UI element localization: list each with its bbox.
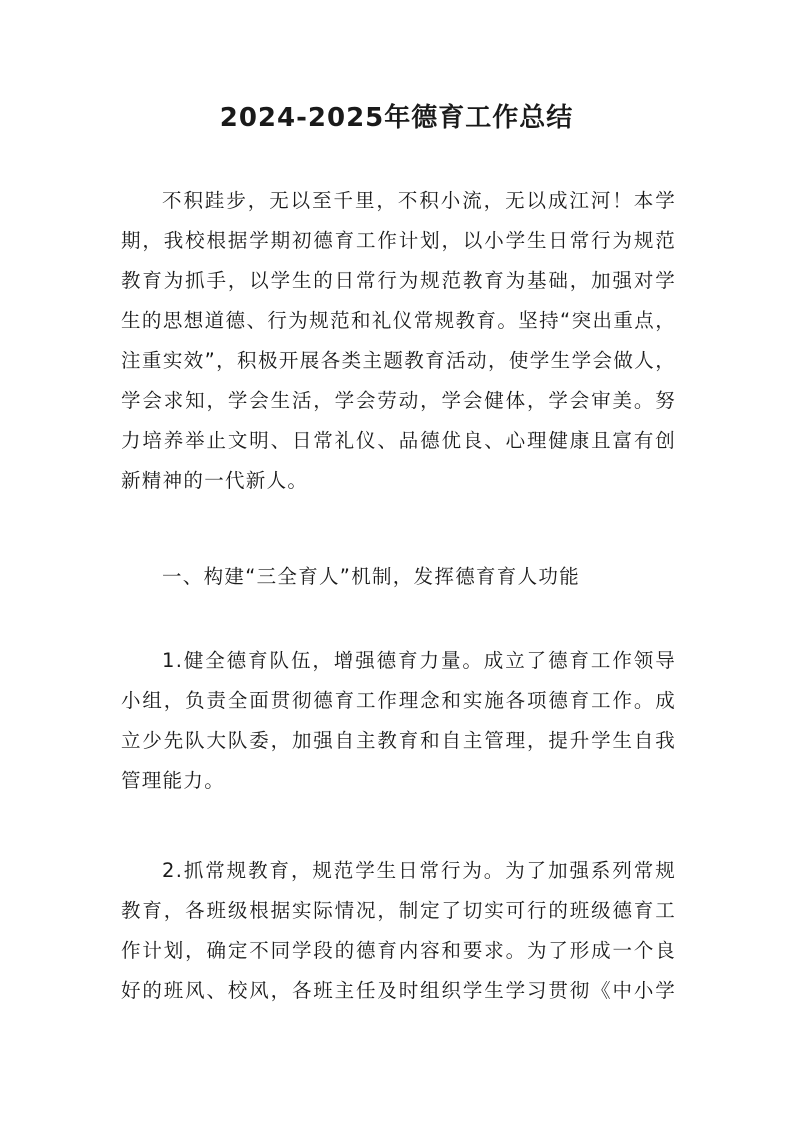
paragraph-line: 小组，负责全面贯彻德育工作理念和实施各项德育工作。成 — [121, 689, 676, 712]
document-title: 2024-2025年德育工作总结 — [219, 103, 574, 133]
paragraph-line: 注重实效”，积极开展各类主题教育活动，使学生学会做人， — [121, 349, 676, 372]
intro-paragraph — [121, 181, 676, 501]
paragraph-line: 不积跬步，无以至千里，不积小流，无以成江河！本学 — [162, 189, 676, 212]
paragraph-line: 教育，各班级根据实际情况，制定了切实可行的班级德育工 — [121, 899, 676, 922]
item-2-paragraph — [121, 851, 676, 1011]
paragraph-line: 1.健全德育队伍，增强德育力量。成立了德育工作领导 — [162, 649, 676, 672]
paragraph-line: 力培养举止文明、日常礼仪、品德优良、心理健康且富有创 — [121, 429, 676, 452]
item-1-paragraph — [121, 641, 676, 801]
paragraph-line: 学会求知，学会生活，学会劳动，学会健体，学会审美。努 — [121, 389, 676, 412]
paragraph-line: 新精神的一代新人。 — [121, 469, 309, 492]
paragraph-line: 好的班风、校风，各班主任及时组织学生学习贯彻《中小学 — [121, 979, 676, 1002]
paragraph-line: 2.抓常规教育，规范学生日常行为。为了加强系列常规 — [162, 859, 676, 882]
paragraph-line: 管理能力。 — [121, 769, 226, 792]
section-heading-text: 一、构建“三全育人”机制，发挥德育育人功能 — [162, 565, 581, 588]
paragraph-line: 教育为抓手，以学生的日常行为规范教育为基础，加强对学 — [121, 269, 676, 292]
paragraph-line: 期，我校根据学期初德育工作计划，以小学生日常行为规范 — [121, 229, 676, 252]
paragraph-line: 作计划，确定不同学段的德育内容和要求。为了形成一个良 — [121, 939, 676, 962]
section-heading — [121, 557, 676, 597]
paragraph-line: 生的思想道德、行为规范和礼仪常规教育。坚持“突出重点， — [121, 309, 676, 332]
paragraph-line: 立少先队大队委，加强自主教育和自主管理，提升学生自我 — [121, 729, 676, 752]
